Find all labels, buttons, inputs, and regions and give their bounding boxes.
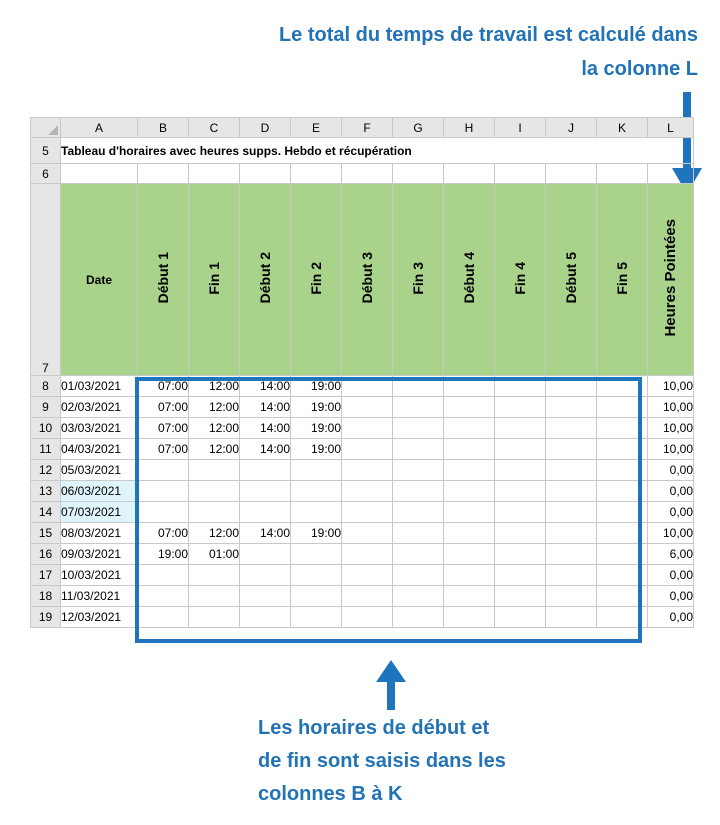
- time-cell[interactable]: [597, 544, 648, 565]
- header-row-7: [31, 184, 694, 376]
- time-cell[interactable]: [444, 502, 495, 523]
- table-row: [31, 481, 694, 502]
- column-header-a[interactable]: A: [61, 118, 138, 138]
- time-cell[interactable]: [291, 607, 342, 628]
- up-arrow-icon: [376, 660, 406, 712]
- header-label: Fin 2: [308, 261, 324, 295]
- total-hours-cell[interactable]: 0,00: [648, 565, 694, 586]
- row-5: [31, 138, 694, 164]
- time-cell[interactable]: [342, 397, 393, 418]
- cell[interactable]: [189, 164, 240, 184]
- time-cell[interactable]: [342, 460, 393, 481]
- header-label: Fin 5: [614, 261, 630, 295]
- date-cell[interactable]: 08/03/2021: [61, 523, 138, 544]
- time-cell[interactable]: [240, 607, 291, 628]
- time-cell[interactable]: [597, 460, 648, 481]
- time-cell[interactable]: [546, 565, 597, 586]
- total-hours-cell[interactable]: 6,00: [648, 544, 694, 565]
- time-cell[interactable]: [546, 397, 597, 418]
- time-cell[interactable]: 01:00: [189, 544, 240, 565]
- time-cell[interactable]: [546, 544, 597, 565]
- time-cell[interactable]: [138, 481, 189, 502]
- row-6: [31, 164, 694, 184]
- time-cell[interactable]: [189, 502, 240, 523]
- row-header[interactable]: 14: [31, 502, 61, 523]
- time-cell[interactable]: [189, 481, 240, 502]
- header-label: Début 2: [257, 252, 273, 304]
- time-cell[interactable]: 19:00: [138, 544, 189, 565]
- table-row: [31, 418, 694, 439]
- row-header[interactable]: 19: [31, 607, 61, 628]
- time-cell[interactable]: [546, 586, 597, 607]
- time-cell[interactable]: [138, 586, 189, 607]
- time-cell[interactable]: [393, 586, 444, 607]
- time-cell[interactable]: [546, 523, 597, 544]
- header-label: Fin 3: [410, 261, 426, 295]
- time-cell[interactable]: [495, 397, 546, 418]
- time-cell[interactable]: [189, 586, 240, 607]
- time-cell[interactable]: [597, 565, 648, 586]
- header-label: Début 4: [461, 252, 477, 304]
- row-header[interactable]: 17: [31, 565, 61, 586]
- column-header-i[interactable]: I: [495, 118, 546, 138]
- time-cell[interactable]: 19:00: [291, 397, 342, 418]
- header-debut-1[interactable]: [138, 184, 189, 376]
- time-cell[interactable]: 07:00: [138, 397, 189, 418]
- header-date-label: Date: [85, 272, 112, 287]
- time-cell[interactable]: [393, 397, 444, 418]
- time-cell[interactable]: [546, 418, 597, 439]
- cell[interactable]: [495, 164, 546, 184]
- time-cell[interactable]: [495, 376, 546, 397]
- row-header[interactable]: 7: [31, 184, 61, 376]
- header-debut-3[interactable]: [342, 184, 393, 376]
- callout-bottom-line2: de fin sont saisis dans les: [258, 750, 506, 772]
- time-cell[interactable]: [138, 502, 189, 523]
- column-header-c[interactable]: C: [189, 118, 240, 138]
- cell[interactable]: [393, 164, 444, 184]
- time-cell[interactable]: [291, 565, 342, 586]
- time-cell[interactable]: [291, 502, 342, 523]
- sheet-title[interactable]: Tableau d'horaires avec heures supps. Hebdo et récupération: [61, 138, 694, 164]
- time-cell[interactable]: 19:00: [291, 418, 342, 439]
- time-cell[interactable]: [495, 502, 546, 523]
- row-header[interactable]: 13: [31, 481, 61, 502]
- time-cell[interactable]: [444, 586, 495, 607]
- callout-top-line2: la colonne L: [581, 58, 698, 80]
- header-label: Fin 1: [206, 261, 222, 295]
- row-header[interactable]: 10: [31, 418, 61, 439]
- time-cell[interactable]: [546, 502, 597, 523]
- header-debut-4[interactable]: [444, 184, 495, 376]
- date-cell[interactable]: 06/03/2021: [61, 481, 138, 502]
- time-cell[interactable]: 12:00: [189, 523, 240, 544]
- column-header-j[interactable]: J: [546, 118, 597, 138]
- row-header[interactable]: 9: [31, 397, 61, 418]
- time-cell[interactable]: [444, 544, 495, 565]
- time-cell[interactable]: [495, 607, 546, 628]
- header-label: Début 3: [359, 252, 375, 304]
- time-cell[interactable]: 14:00: [240, 397, 291, 418]
- time-cell[interactable]: [393, 607, 444, 628]
- time-cell[interactable]: 19:00: [291, 439, 342, 460]
- time-cell[interactable]: [546, 607, 597, 628]
- time-cell[interactable]: [240, 460, 291, 481]
- time-cell[interactable]: [342, 544, 393, 565]
- time-cell[interactable]: [495, 439, 546, 460]
- time-cell[interactable]: 19:00: [291, 523, 342, 544]
- time-cell[interactable]: 07:00: [138, 523, 189, 544]
- date-cell[interactable]: 05/03/2021: [61, 460, 138, 481]
- column-header-d[interactable]: D: [240, 118, 291, 138]
- time-cell[interactable]: 07:00: [138, 418, 189, 439]
- time-cell[interactable]: [138, 565, 189, 586]
- date-cell[interactable]: 03/03/2021: [61, 418, 138, 439]
- total-hours-cell[interactable]: 10,00: [648, 376, 694, 397]
- header-label: Début 5: [563, 252, 579, 304]
- time-cell[interactable]: [597, 481, 648, 502]
- time-cell[interactable]: [240, 544, 291, 565]
- time-cell[interactable]: [444, 397, 495, 418]
- time-cell[interactable]: [342, 523, 393, 544]
- time-cell[interactable]: [291, 586, 342, 607]
- table-row: [31, 376, 694, 397]
- column-header-e[interactable]: E: [291, 118, 342, 138]
- row-header[interactable]: 8: [31, 376, 61, 397]
- time-cell[interactable]: [444, 418, 495, 439]
- row-header[interactable]: 15: [31, 523, 61, 544]
- time-cell[interactable]: [546, 481, 597, 502]
- date-cell[interactable]: 07/03/2021: [61, 502, 138, 523]
- column-header-l[interactable]: L: [648, 118, 694, 138]
- time-cell[interactable]: [240, 586, 291, 607]
- time-cell[interactable]: [291, 460, 342, 481]
- time-cell[interactable]: [495, 481, 546, 502]
- time-cell[interactable]: [495, 544, 546, 565]
- time-cell[interactable]: [597, 586, 648, 607]
- column-header-g[interactable]: G: [393, 118, 444, 138]
- time-cell[interactable]: [444, 460, 495, 481]
- time-cell[interactable]: 14:00: [240, 376, 291, 397]
- row-header[interactable]: 6: [31, 164, 61, 184]
- time-cell[interactable]: 14:00: [240, 439, 291, 460]
- table-row: [31, 565, 694, 586]
- time-cell[interactable]: 12:00: [189, 397, 240, 418]
- time-cell[interactable]: 12:00: [189, 439, 240, 460]
- header-fin-2[interactable]: [291, 184, 342, 376]
- time-cell[interactable]: [546, 376, 597, 397]
- time-cell[interactable]: [597, 523, 648, 544]
- time-cell[interactable]: [597, 397, 648, 418]
- table-row: [31, 460, 694, 481]
- time-cell[interactable]: 07:00: [138, 376, 189, 397]
- time-cell[interactable]: [291, 481, 342, 502]
- time-cell[interactable]: [393, 439, 444, 460]
- time-cell[interactable]: [138, 460, 189, 481]
- total-hours-cell[interactable]: 10,00: [648, 523, 694, 544]
- cell[interactable]: [138, 164, 189, 184]
- time-cell[interactable]: [393, 460, 444, 481]
- time-cell[interactable]: [393, 544, 444, 565]
- date-cell[interactable]: 04/03/2021: [61, 439, 138, 460]
- table-row: [31, 523, 694, 544]
- time-cell[interactable]: [342, 376, 393, 397]
- column-header-row: [31, 118, 694, 138]
- header-debut-5[interactable]: [546, 184, 597, 376]
- time-cell[interactable]: [597, 376, 648, 397]
- table-row: [31, 544, 694, 565]
- time-cell[interactable]: [495, 460, 546, 481]
- time-cell[interactable]: [597, 439, 648, 460]
- time-cell[interactable]: 14:00: [240, 523, 291, 544]
- time-cell[interactable]: [240, 502, 291, 523]
- cell[interactable]: [546, 164, 597, 184]
- time-cell[interactable]: [597, 607, 648, 628]
- header-fin-5[interactable]: [597, 184, 648, 376]
- cell[interactable]: [291, 164, 342, 184]
- column-header-k[interactable]: K: [597, 118, 648, 138]
- time-cell[interactable]: [342, 586, 393, 607]
- column-header-h[interactable]: H: [444, 118, 495, 138]
- time-cell[interactable]: [495, 565, 546, 586]
- time-cell[interactable]: 07:00: [138, 439, 189, 460]
- cell[interactable]: [444, 164, 495, 184]
- time-cell[interactable]: [546, 439, 597, 460]
- total-hours-cell[interactable]: 0,00: [648, 502, 694, 523]
- time-cell[interactable]: [444, 523, 495, 544]
- header-label: Début 1: [155, 252, 171, 304]
- time-cell[interactable]: [546, 460, 597, 481]
- time-cell[interactable]: [597, 502, 648, 523]
- table-row: [31, 586, 694, 607]
- header-date[interactable]: [61, 184, 138, 376]
- time-cell[interactable]: [444, 439, 495, 460]
- table-row: [31, 607, 694, 628]
- total-hours-cell[interactable]: 0,00: [648, 460, 694, 481]
- time-cell[interactable]: [189, 460, 240, 481]
- time-cell[interactable]: [342, 481, 393, 502]
- cell[interactable]: [240, 164, 291, 184]
- spreadsheet: [30, 117, 694, 628]
- callout-total-column: [98, 18, 698, 86]
- header-label: Heures Pointées: [662, 219, 679, 337]
- time-cell[interactable]: [393, 418, 444, 439]
- row-header[interactable]: 5: [31, 138, 61, 164]
- select-all-corner[interactable]: [31, 118, 61, 138]
- time-cell[interactable]: [393, 502, 444, 523]
- time-cell[interactable]: [342, 565, 393, 586]
- time-cell[interactable]: 14:00: [240, 418, 291, 439]
- total-hours-cell[interactable]: 0,00: [648, 586, 694, 607]
- time-cell[interactable]: [597, 418, 648, 439]
- total-hours-cell[interactable]: 10,00: [648, 439, 694, 460]
- date-cell[interactable]: 11/03/2021: [61, 586, 138, 607]
- cell[interactable]: [597, 164, 648, 184]
- time-cell[interactable]: [342, 439, 393, 460]
- time-cell[interactable]: 12:00: [189, 376, 240, 397]
- callout-input-columns: [258, 712, 678, 811]
- time-cell[interactable]: [444, 565, 495, 586]
- date-cell[interactable]: 12/03/2021: [61, 607, 138, 628]
- callout-bottom-line3: colonnes B à K: [258, 783, 403, 805]
- row-header[interactable]: 12: [31, 460, 61, 481]
- time-cell[interactable]: [393, 481, 444, 502]
- date-cell[interactable]: 02/03/2021: [61, 397, 138, 418]
- column-header-f[interactable]: F: [342, 118, 393, 138]
- time-cell[interactable]: [444, 607, 495, 628]
- time-cell[interactable]: 19:00: [291, 376, 342, 397]
- time-cell[interactable]: [393, 376, 444, 397]
- header-fin-4[interactable]: [495, 184, 546, 376]
- date-cell[interactable]: 09/03/2021: [61, 544, 138, 565]
- column-header-b[interactable]: B: [138, 118, 189, 138]
- time-cell[interactable]: [342, 418, 393, 439]
- date-cell[interactable]: 01/03/2021: [61, 376, 138, 397]
- cell[interactable]: [648, 164, 694, 184]
- total-hours-cell[interactable]: 10,00: [648, 397, 694, 418]
- time-cell[interactable]: [444, 376, 495, 397]
- time-cell[interactable]: 12:00: [189, 418, 240, 439]
- header-heures-pointees[interactable]: [648, 184, 694, 376]
- table-row: [31, 502, 694, 523]
- table-row: [31, 397, 694, 418]
- time-cell[interactable]: [393, 565, 444, 586]
- time-cell[interactable]: [240, 481, 291, 502]
- row-header[interactable]: 11: [31, 439, 61, 460]
- header-label: Fin 4: [512, 261, 528, 295]
- total-hours-cell[interactable]: 10,00: [648, 418, 694, 439]
- callout-bottom-line1: Les horaires de début et: [258, 717, 490, 739]
- cell[interactable]: [61, 164, 138, 184]
- header-debut-2[interactable]: [240, 184, 291, 376]
- spreadsheet-grid: [30, 117, 694, 628]
- time-cell[interactable]: [189, 607, 240, 628]
- time-cell[interactable]: [342, 607, 393, 628]
- time-cell[interactable]: [444, 481, 495, 502]
- time-cell[interactable]: [495, 418, 546, 439]
- time-cell[interactable]: [138, 607, 189, 628]
- total-hours-cell[interactable]: 0,00: [648, 481, 694, 502]
- cell[interactable]: [342, 164, 393, 184]
- row-header[interactable]: 16: [31, 544, 61, 565]
- time-cell[interactable]: [291, 544, 342, 565]
- table-row: [31, 439, 694, 460]
- callout-top-line1: Le total du temps de travail est calculé dans: [278, 24, 698, 46]
- row-header[interactable]: 18: [31, 586, 61, 607]
- time-cell[interactable]: [495, 586, 546, 607]
- total-hours-cell[interactable]: 0,00: [648, 607, 694, 628]
- time-cell[interactable]: [240, 565, 291, 586]
- time-cell[interactable]: [342, 502, 393, 523]
- time-cell[interactable]: [393, 523, 444, 544]
- header-fin-3[interactable]: [393, 184, 444, 376]
- time-cell[interactable]: [495, 523, 546, 544]
- date-cell[interactable]: 10/03/2021: [61, 565, 138, 586]
- time-cell[interactable]: [189, 565, 240, 586]
- header-fin-1[interactable]: [189, 184, 240, 376]
